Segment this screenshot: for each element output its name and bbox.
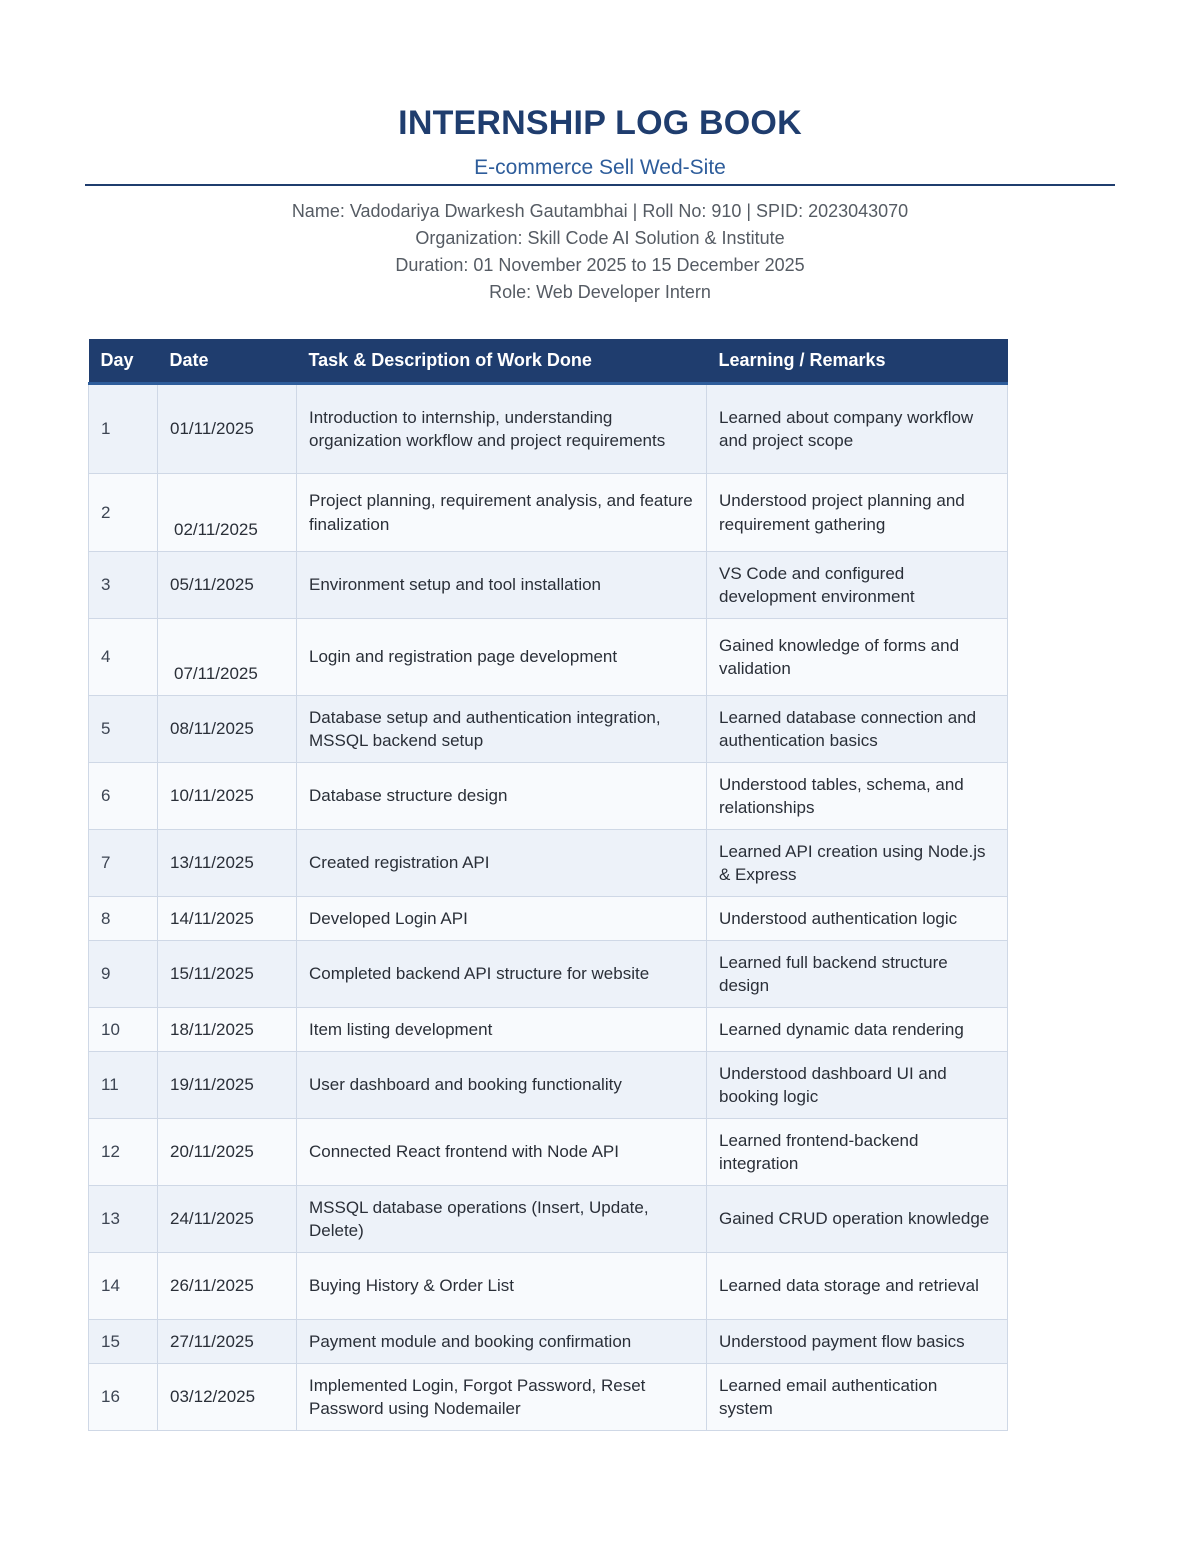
date-cell: 15/11/2025 [158,941,297,1008]
table-row [89,1253,1008,1320]
table-row [89,941,1008,1008]
day-cell: 13 [89,1186,158,1253]
date-cell: 14/11/2025 [158,897,297,941]
task-cell: Connected React frontend with Node API [297,1119,707,1186]
table-row [89,1186,1008,1253]
table-row [89,1119,1008,1186]
table-row [89,474,1008,552]
table-row [89,897,1008,941]
table-row [89,1364,1008,1431]
task-cell: Database structure design [297,763,707,830]
task-cell: Implemented Login, Forgot Password, Reset Password using Nodemailer [297,1364,707,1431]
task-cell: Project planning, requirement analysis, and feature finalization [297,474,707,552]
remarks-cell: Learned data storage and retrieval [707,1253,1008,1320]
date-cell: 20/11/2025 [158,1119,297,1186]
date-cell: 10/11/2025 [158,763,297,830]
remarks-cell: Gained CRUD operation knowledge [707,1186,1008,1253]
intern-name-line: Name: Vadodariya Dwarkesh Gautambhai | Roll No: 910 | SPID: 2023043070 [291,201,909,221]
title-divider [85,184,1115,186]
day-cell: 7 [89,830,158,897]
task-cell: User dashboard and booking functionality [297,1052,707,1119]
table-row [89,384,1008,474]
remarks-cell: Learned frontend-backend integration [707,1119,1008,1186]
remarks-cell: Understood payment flow basics [707,1320,1008,1364]
day-cell: 4 [89,619,158,696]
column-header-date: Date [158,339,297,384]
date-cell: 27/11/2025 [158,1320,297,1364]
remarks-cell: Understood dashboard UI and booking logic [707,1052,1008,1119]
table-row [89,763,1008,830]
task-cell: Login and registration page development [297,619,707,696]
day-cell: 2 [89,474,158,552]
date-cell: 07/11/2025 [158,619,297,696]
remarks-cell: VS Code and configured development environment [707,552,1008,619]
column-header-task: Task & Description of Work Done [297,339,707,384]
day-cell: 3 [89,552,158,619]
date-cell: 01/11/2025 [158,384,297,474]
table-row [89,1320,1008,1364]
date-cell: 05/11/2025 [158,552,297,619]
page-subtitle: E-commerce Sell Wed-Site [474,156,726,179]
date-cell: 19/11/2025 [158,1052,297,1119]
page-title: INTERNSHIP LOG BOOK [398,104,802,142]
table-row [89,1052,1008,1119]
remarks-cell: Understood project planning and requirement gathering [707,474,1008,552]
column-header-remarks: Learning / Remarks [707,339,1008,384]
task-cell: Payment module and booking confirmation [297,1320,707,1364]
day-cell: 12 [89,1119,158,1186]
remarks-cell: Learned about company workflow and project scope [707,384,1008,474]
remarks-cell: Learned API creation using Node.js & Express [707,830,1008,897]
table-row [89,552,1008,619]
table-row [89,830,1008,897]
date-cell: 08/11/2025 [158,696,297,763]
date-cell: 26/11/2025 [158,1253,297,1320]
task-cell: Database setup and authentication integration, MSSQL backend setup [297,696,707,763]
date-cell: 13/11/2025 [158,830,297,897]
task-cell: Environment setup and tool installation [297,552,707,619]
log-table [88,339,1008,1431]
remarks-cell: Understood authentication logic [707,897,1008,941]
intern-info [0,199,1200,307]
remarks-cell: Gained knowledge of forms and validation [707,619,1008,696]
task-cell: Completed backend API structure for website [297,941,707,1008]
organization-line: Organization: Skill Code AI Solution & Institute [415,228,785,248]
table-row [89,696,1008,763]
date-cell: 02/11/2025 [158,474,297,552]
column-header-day: Day [89,339,158,384]
duration-line: Duration: 01 November 2025 to 15 December 2025 [395,255,805,275]
day-cell: 1 [89,384,158,474]
day-cell: 16 [89,1364,158,1431]
table-row [89,619,1008,696]
task-cell: MSSQL database operations (Insert, Update, Delete) [297,1186,707,1253]
task-cell: Introduction to internship, understanding organization workflow and project requirements [297,384,707,474]
day-cell: 10 [89,1008,158,1052]
task-cell: Item listing development [297,1008,707,1052]
date-cell: 03/12/2025 [158,1364,297,1431]
task-cell: Created registration API [297,830,707,897]
date-cell: 18/11/2025 [158,1008,297,1052]
day-cell: 15 [89,1320,158,1364]
date-cell: 24/11/2025 [158,1186,297,1253]
task-cell: Developed Login API [297,897,707,941]
role-line: Role: Web Developer Intern [489,282,711,302]
day-cell: 5 [89,696,158,763]
day-cell: 9 [89,941,158,1008]
remarks-cell: Learned database connection and authentication basics [707,696,1008,763]
remarks-cell: Understood tables, schema, and relationships [707,763,1008,830]
day-cell: 11 [89,1052,158,1119]
remarks-cell: Learned email authentication system [707,1364,1008,1431]
remarks-cell: Learned full backend structure design [707,941,1008,1008]
day-cell: 8 [89,897,158,941]
day-cell: 6 [89,763,158,830]
task-cell: Buying History & Order List [297,1253,707,1320]
remarks-cell: Learned dynamic data rendering [707,1008,1008,1052]
table-header-row [89,339,1008,384]
table-row [89,1008,1008,1052]
day-cell: 14 [89,1253,158,1320]
